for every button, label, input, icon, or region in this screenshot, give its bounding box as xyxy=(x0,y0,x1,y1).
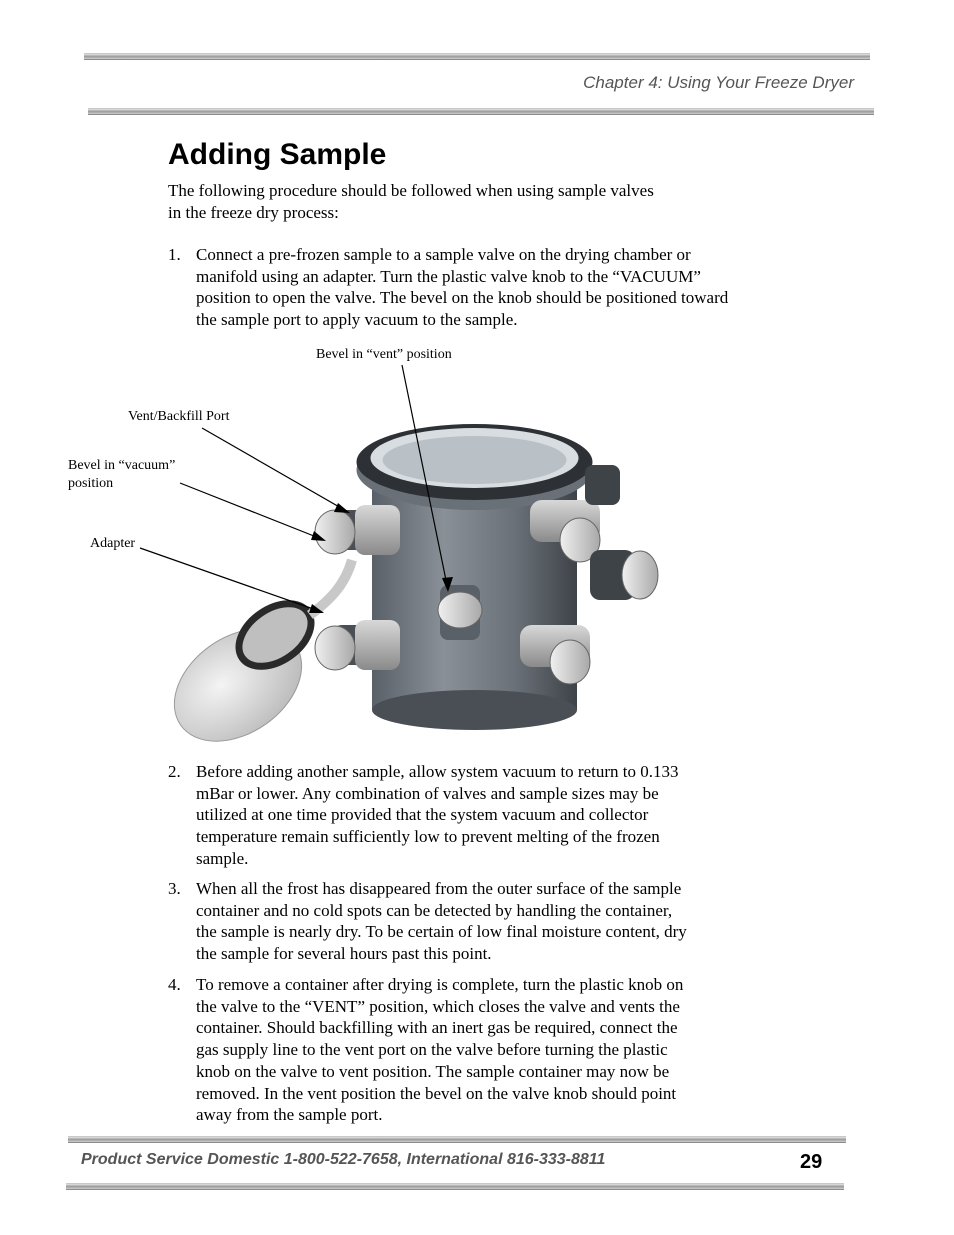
drying-chamber-illustration xyxy=(0,340,954,760)
step-number: 2. xyxy=(168,762,181,781)
sample-valve-left-upper xyxy=(315,505,400,555)
section-title: Adding Sample xyxy=(168,138,387,171)
header-rule-bottom xyxy=(88,108,874,115)
callout-vent-backfill-port: Vent/Backfill Port xyxy=(128,409,230,424)
header-rule-top xyxy=(84,53,870,60)
sample-valve-front xyxy=(438,585,482,640)
sample-valve-left-lower xyxy=(315,620,400,670)
arrow-head-vent-backfill xyxy=(334,503,350,513)
footer-contact: Product Service Domestic 1-800-522-7658, International 816-333-8811 xyxy=(81,1151,606,1168)
step-number: 4. xyxy=(168,975,181,994)
sample-valve-right-side xyxy=(590,550,658,600)
intro-paragraph: The following procedure should be followed when using sample valves in the freeze dry process: xyxy=(168,181,654,222)
page-number: 29 xyxy=(800,1151,823,1173)
step-text: Before adding another sample, allow system vacuum to return to 0.133 mBar or lower. Any combination of valves and sample sizes may be utilized at one time provided that the system vacuum and collector temperature remain sufficiently low to prevent melting of the frozen sample. xyxy=(196,762,679,868)
step-text: Connect a pre-frozen sample to a sample valve on the drying chamber or manifold using an adapter. Turn the plastic valve knob to the “VACUUM” position to open the valve. The bevel on the knob should be positioned toward the sample port to apply vacuum to the sample. xyxy=(196,245,729,330)
callout-adapter: Adapter xyxy=(90,536,136,551)
callout-bevel-vent: Bevel in “vent” position xyxy=(316,347,452,362)
footer-rule-top xyxy=(68,1136,846,1143)
footer-rule-bottom xyxy=(66,1183,844,1190)
step-text: When all the frost has disappeared from the outer surface of the sample container and no cold spots can be detected by handling the container, the sample is nearly dry. To be certain of low final moisture content, dry the sample for several hours past this point. xyxy=(196,879,687,964)
step-number: 3. xyxy=(168,879,181,898)
callout-bevel-vacuum-line1: Bevel in “vacuum” xyxy=(68,458,176,473)
callout-bevel-vacuum xyxy=(68,457,175,493)
chapter-heading: Chapter 4: Using Your Freeze Dryer xyxy=(583,73,854,92)
callout-bevel-vacuum-line2: position xyxy=(68,476,114,491)
step-text: To remove a container after drying is complete, turn the plastic knob on the valve to the “VENT” position, which closes the valve and vents the container. Should backfilling with an inert gas be required, connect the gas supply line to the vent port on the valve before turning the plastic knob on the valve to vent position. The sample container may now be removed. In the vent position the bevel on the valve knob should point away from the sample port. xyxy=(196,975,684,1125)
step-number: 1. xyxy=(168,245,181,264)
sample-valve-back-right xyxy=(585,465,620,505)
chamber-body xyxy=(357,424,593,730)
